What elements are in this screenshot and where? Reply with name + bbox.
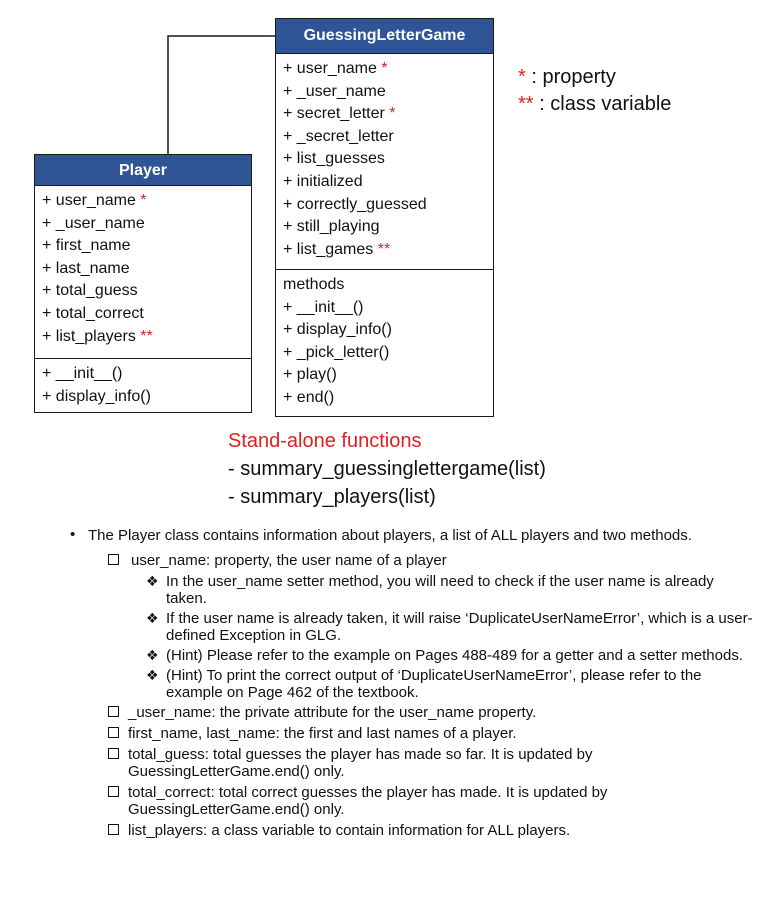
attribute-name: + first_name <box>42 237 131 255</box>
method-row: + display_info() <box>42 387 151 405</box>
attribute-marker: * <box>389 105 396 123</box>
standalone-item: - summary_players(list) <box>228 486 436 508</box>
diamond-bullet-icon: ❖ <box>146 647 159 663</box>
attribute-row <box>42 326 251 349</box>
notes-intro <box>64 527 754 544</box>
attribute-name: + _user_name <box>42 214 145 232</box>
attribute-name: + still_playing <box>283 218 380 236</box>
attribute-row <box>283 81 493 104</box>
class-variable-marker: ** <box>518 93 534 115</box>
methods-label: methods <box>283 276 345 293</box>
list-item-text: list_players: a class variable to contain information for ALL players. <box>128 822 571 839</box>
player-class-box <box>34 154 252 413</box>
attribute-marker: ** <box>377 240 391 258</box>
user-name-item <box>64 552 754 569</box>
attribute-row <box>42 235 251 258</box>
attribute-name: + initialized <box>283 172 363 190</box>
list-item <box>64 746 754 780</box>
list-item <box>64 704 754 721</box>
attribute-name: + correctly_guessed <box>283 195 427 213</box>
sub-list-item <box>64 667 754 701</box>
attribute-row <box>42 258 251 281</box>
list-item <box>64 822 754 839</box>
list-item-text: total_guess: total guesses the player has made so far. It is updated by GuessingLetterGame.end() only. <box>128 746 593 780</box>
attribute-row <box>283 126 493 149</box>
attribute-name: + user_name <box>42 192 136 209</box>
attribute-name: + list_games <box>283 240 374 258</box>
list-item-text: first_name, last_name: the first and last names of a player. <box>128 725 517 742</box>
attribute-row <box>42 280 251 303</box>
attribute-name: + _secret_letter <box>283 127 394 145</box>
legend-class-variable <box>518 91 671 118</box>
method-row: + play() <box>283 366 337 384</box>
attribute-name: + _user_name <box>283 82 386 100</box>
checkbox-square-icon <box>108 706 119 717</box>
legend <box>518 64 671 118</box>
attribute-row <box>42 213 251 236</box>
checkbox-square-icon <box>108 786 119 797</box>
guessinglettergame-attributes <box>276 54 493 269</box>
sub-list-item-text: In the user_name setter method, you will need to check if the user name is already taken. <box>166 573 714 607</box>
list-item <box>64 725 754 742</box>
sub-list-item <box>64 647 754 664</box>
sub-list-item-text: (Hint) Please refer to the example on Pages 488-489 for a getter and a setter methods. <box>166 647 743 664</box>
guessinglettergame-class-title: GuessingLetterGame <box>276 19 493 54</box>
attribute-marker: ** <box>140 327 153 345</box>
checkbox-square-icon <box>108 748 119 759</box>
standalone-item: - summary_guessinglettergame(list) <box>228 458 546 480</box>
list-item-text: _user_name: the private attribute for the user_name property. <box>128 704 537 721</box>
player-methods <box>35 358 251 410</box>
attribute-name: + secret_letter <box>283 105 385 123</box>
attribute-name: + list_players <box>42 327 136 345</box>
attribute-row <box>42 303 251 326</box>
sub-list-item-text: (Hint) To print the correct output of ‘DuplicateUserNameError’, please refer to the example on Page 462 of the textbook. <box>166 667 702 701</box>
player-class-title: Player <box>35 155 251 186</box>
attribute-row <box>283 103 493 126</box>
sub-list-item <box>64 610 754 644</box>
legend-property <box>518 64 671 91</box>
method-row: + _pick_letter() <box>283 343 390 361</box>
class-variable-label: : class variable <box>539 93 672 115</box>
attribute-name: + user_name <box>283 60 377 77</box>
notes-section <box>64 527 754 843</box>
user-name-item-text: user_name: property, the user name of a player <box>131 552 447 569</box>
attribute-row <box>42 190 251 213</box>
sub-list-item-text: If the user name is already taken, it will raise ‘DuplicateUserNameError’, which is a user-defined Exception in GLG. <box>166 610 753 644</box>
checkbox-square-icon <box>108 727 119 738</box>
list-item-text: total_correct: total correct guesses the player has made. It is updated by GuessingLetterGame.end() only. <box>128 784 608 818</box>
attribute-row <box>283 58 493 81</box>
notes-intro-text: The Player class contains information about players, a list of ALL players and two methods. <box>88 527 692 544</box>
method-row: + __init__() <box>42 365 123 382</box>
property-label: : property <box>531 66 616 88</box>
method-row: + display_info() <box>283 321 392 339</box>
attribute-name: + list_guesses <box>283 150 385 168</box>
diamond-bullet-icon: ❖ <box>146 573 159 589</box>
attribute-name: + last_name <box>42 259 130 277</box>
method-row: + end() <box>283 388 335 406</box>
attribute-row <box>283 171 493 194</box>
attribute-row <box>283 148 493 171</box>
attribute-row <box>283 216 493 239</box>
attribute-name: + total_guess <box>42 282 138 300</box>
attribute-marker: * <box>140 192 147 209</box>
diamond-bullet-icon: ❖ <box>146 610 159 626</box>
sub-list-item <box>64 573 754 607</box>
attribute-row <box>283 194 493 217</box>
guessinglettergame-class-box <box>275 18 494 417</box>
diamond-bullet-icon: ❖ <box>146 667 159 683</box>
attribute-row <box>283 239 493 262</box>
attribute-name: + total_correct <box>42 304 144 322</box>
method-row: + __init__() <box>283 298 364 316</box>
guessinglettergame-methods <box>276 269 493 412</box>
bullet-dot-icon: • <box>70 526 76 543</box>
checkbox-square-icon <box>108 554 119 565</box>
standalone-functions <box>228 427 546 511</box>
property-marker: * <box>518 66 526 88</box>
list-item <box>64 784 754 818</box>
attribute-marker: * <box>381 60 388 77</box>
standalone-title: Stand-alone functions <box>228 430 422 452</box>
player-attributes <box>35 186 251 358</box>
checkbox-square-icon <box>108 824 119 835</box>
